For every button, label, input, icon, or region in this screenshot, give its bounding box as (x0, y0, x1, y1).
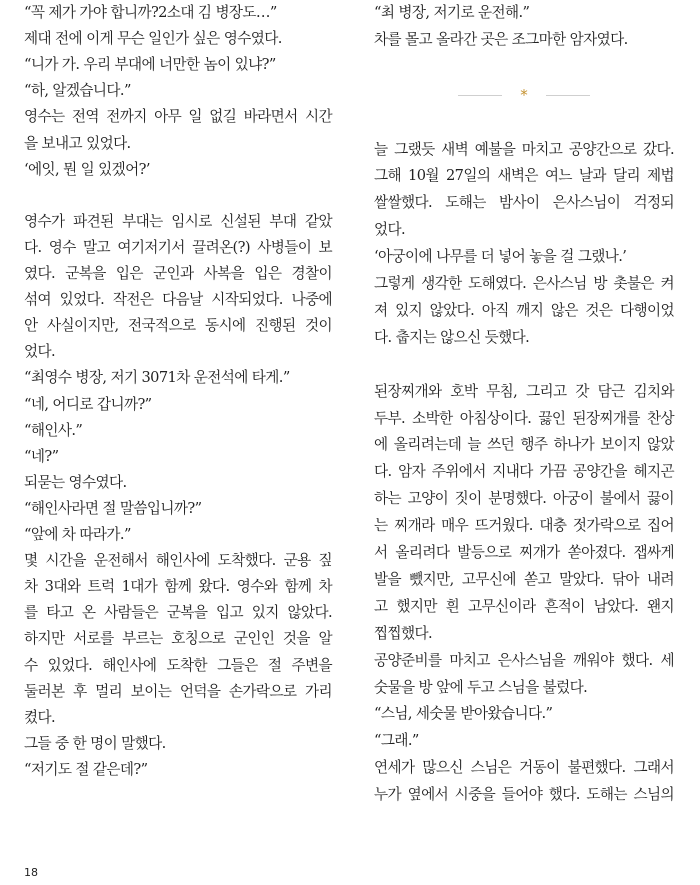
text-line: 숫물을 방 앞에 두고 스님을 불렀다. (374, 678, 588, 696)
text-line: 다. 암자 주위에서 지내다 가끔 공양간을 헤지곤 (374, 463, 674, 481)
text-line: 발을 뺐지만, 고무신에 쏟고 말았다. 닦아 내려 (374, 570, 674, 588)
text-line: 에 올리려는데 늘 쓰던 행주 하나가 보이지 않았 (374, 436, 674, 454)
blank-line (24, 186, 332, 206)
text-line: 다. 춥지는 않으신 듯했다. (374, 328, 530, 346)
text-line: “최 병장, 저기로 운전해.” (374, 4, 530, 21)
text-line: 었다. (24, 343, 56, 361)
text-line: 몇 시간을 운전해서 해인사에 도착했다. 군용 짚 (24, 552, 332, 570)
text-line: 였다. 군복을 입은 군인과 사복을 입은 경찰이 (24, 265, 332, 282)
text-line: “그래.” (374, 732, 419, 750)
text-line: 되묻는 영수였다. (24, 473, 127, 491)
text-line: 그해 10월 27일의 새벽은 여느 날과 달리 제법 (374, 167, 674, 185)
text-line: “꼭 제가 가야 합니까?2소대 김 병장도…” (24, 4, 277, 21)
text-line: “해인사라면 절 말씀입니까?” (24, 499, 202, 517)
text-line: 었다. (374, 221, 406, 239)
text-line: 연세가 많으신 스님은 거동이 불편했다. 그래서 (374, 759, 674, 777)
text-line: “해인사.” (24, 421, 83, 439)
text-line: “니가 가. 우리 부대에 너만한 놈이 있냐?” (24, 56, 276, 74)
text-line: 쌀쌀했다. 도해는 밤사이 은사스님이 걱정되 (374, 194, 674, 212)
text-line: “스님, 세숫물 받아왔습니다.” (374, 705, 553, 723)
divider-rule-right (546, 95, 590, 96)
text-line: 켰다. (24, 708, 56, 726)
text-line: 누가 옆에서 시중을 들어야 했다. 도해는 스님의 (374, 786, 674, 804)
text-line: 안 사실이지만, 전국적으로 동시에 진행된 것이 (24, 317, 332, 335)
text-line: 두부. 소박한 아침상이다. 끓인 된장찌개를 찬상 (374, 409, 674, 427)
text-line: ‘아궁이에 나무를 더 넣어 놓을 걸 그랬나.’ (374, 248, 627, 266)
text-line: 둘러본 후 멀리 보이는 언덕을 손가락으로 가리 (24, 682, 332, 700)
text-line: 그렇게 생각한 도해였다. 은사스님 방 촛불은 켜 (374, 275, 674, 292)
text-line: 된장찌개와 호박 무침, 그리고 갓 담근 김치와 (374, 382, 674, 400)
section-divider (458, 85, 590, 105)
text-line: 하는 고양이 짓이 분명했다. 아궁이 불에서 끓이 (374, 490, 674, 508)
text-line: 서 올리려다 발등으로 찌개가 쏟아졌다. 잽싸게 (374, 544, 674, 561)
text-line: “네, 어디로 갑니까?” (24, 395, 152, 413)
text-line: ‘에잇, 뭔 일 있겠어?’ (24, 160, 150, 178)
blank-line (374, 355, 674, 375)
divider-star-icon: * (520, 86, 528, 104)
text-line: 는 찌개라 매우 뜨거웠다. 대충 젓가락으로 집어 (374, 517, 674, 535)
text-line: 공양준비를 마치고 은사스님을 깨워야 했다. 세 (374, 651, 674, 669)
text-line: 져 있지 않았다. 아직 깨지 않은 것은 다행이었 (374, 301, 674, 319)
text-line: “앞에 차 따라가.” (24, 526, 131, 543)
text-line: 그들 중 한 명이 말했다. (24, 734, 166, 752)
text-line: 을 보내고 있었다. (24, 134, 131, 152)
text-line: “저기도 절 같은데?” (24, 760, 148, 778)
text-line: 찝찝했다. (374, 624, 433, 642)
text-line: 영수는 전역 전까지 아무 일 없길 바라면서 시간 (24, 108, 332, 126)
text-line: 고 했지만 흰 고무신이라 흔적이 남았다. 왠지 (374, 597, 674, 615)
text-line: 다. 영수 말고 여기저기서 끌려온(?) 사병들이 보 (24, 238, 332, 256)
text-line: 수 있었다. 해인사에 도착한 그들은 절 주변을 (24, 656, 332, 674)
text-line: 차를 몰고 올라간 곳은 조그마한 암자였다. (374, 30, 628, 48)
text-line: “네?” (24, 447, 59, 465)
text-line: 를 타고 온 사람들은 군복을 입고 있지 않았다. (24, 604, 332, 622)
text-line: 하지만 서로를 부르는 호칭으로 군인인 것을 알 (24, 630, 332, 648)
text-line: 영수가 파견된 부대는 임시로 신설된 부대 같았 (24, 212, 332, 230)
text-line: “하, 알겠습니다.” (24, 82, 131, 100)
page-number: 18 (24, 866, 38, 879)
text-line: 섞여 있었다. 작전은 다음날 시작되었다. 나중에 (24, 291, 332, 309)
text-line: “최영수 병장, 저기 3071차 운전석에 타게.” (24, 369, 290, 387)
text-line: 늘 그랬듯 새벽 예불을 마치고 공양간으로 갔다. (374, 140, 674, 158)
text-line: 차 3대와 트럭 1대가 함께 왔다. 영수와 함께 차 (24, 578, 332, 596)
text-line: 제대 전에 이게 무슨 일인가 싶은 영수였다. (24, 30, 282, 48)
